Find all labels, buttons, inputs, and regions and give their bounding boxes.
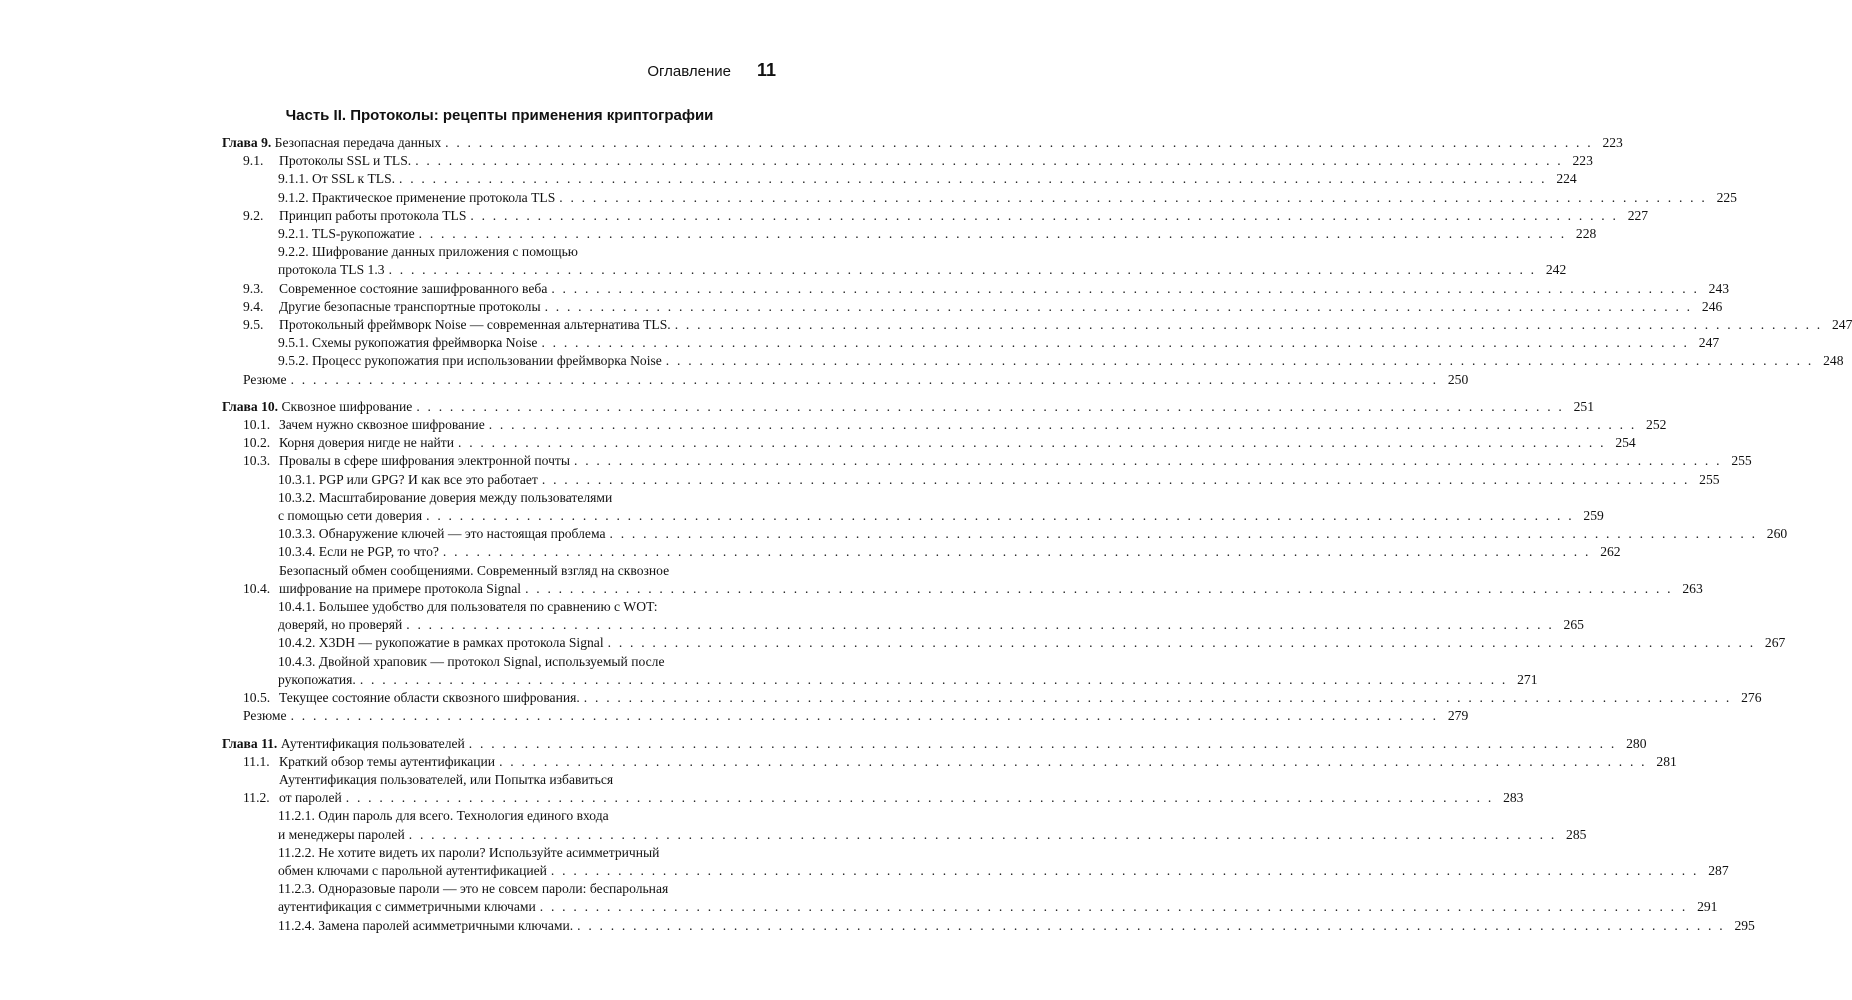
entry-text — [278, 653, 1538, 689]
toc-page-number: 262 — [1600, 544, 1621, 560]
toc-page-number: 252 — [1646, 417, 1667, 433]
toc-chapter-row — [222, 134, 1623, 152]
toc-entry-line — [278, 862, 1729, 880]
dot-leader — [559, 189, 1707, 207]
entry-text — [278, 489, 1604, 525]
toc-entry-line — [278, 225, 1597, 243]
toc-page-number: 250 — [1447, 371, 1469, 387]
toc-entry — [222, 434, 1636, 452]
chapter-title: Аутентификация пользователей — [277, 735, 465, 751]
toc-entry-line — [278, 189, 1737, 207]
entry-text-line: 10.3.1. PGP или GPG? И как все это работает — [278, 471, 538, 487]
entry-text-line: Протокольный фреймворк Noise — современная альтернатива TLS. — [279, 317, 671, 333]
dot-leader — [551, 280, 1699, 298]
toc-entry-line — [278, 826, 1587, 844]
toc-chapter-row — [222, 735, 1647, 753]
toc-entry-line — [287, 371, 1469, 389]
dot-leader — [577, 917, 1725, 935]
toc-page-number: 225 — [1716, 189, 1737, 205]
toc-entry — [222, 452, 1752, 470]
page-number: 11 — [756, 60, 776, 80]
section-number: 9.2. — [243, 207, 264, 223]
entry-text-line: Безопасный обмен сообщениями. Современный взгляд на сквозное — [279, 562, 670, 578]
toc-page-number: 243 — [1708, 280, 1730, 296]
toc-page-number: 227 — [1627, 207, 1649, 223]
toc-entry-line — [278, 334, 1720, 352]
entry-text — [279, 280, 1730, 298]
toc-entry — [222, 189, 1737, 207]
dot-leader — [409, 826, 1557, 844]
entry-text-line: шифрование на примере протокола Signal — [279, 580, 522, 596]
entry-text-line: 11.2.4. Замена паролей асимметричными ключами. — [278, 917, 574, 933]
toc-page-number: 280 — [1626, 735, 1647, 751]
section-number: 9.3. — [243, 280, 264, 296]
chapter-heading — [222, 398, 412, 416]
toc-entry-line — [278, 261, 1567, 279]
toc-entry-line — [278, 671, 1538, 689]
section-number: 10.5. — [243, 690, 271, 706]
entry-text-line: 9.1.1. От SSL к TLS. — [278, 171, 396, 187]
dot-leader — [489, 416, 1637, 434]
entry-text — [279, 152, 1593, 170]
section-number: 9.5. — [243, 317, 264, 333]
toc-page-number: 228 — [1575, 226, 1597, 242]
entry-text — [278, 880, 1718, 916]
toc-page-number: 291 — [1697, 899, 1718, 915]
entry-text — [279, 434, 1636, 452]
toc-entry — [222, 471, 1720, 489]
dot-leader — [291, 371, 1439, 389]
entry-text-line: 9.5.2. Процесс рукопожатия при использовании фреймворка Noise — [278, 353, 662, 369]
section-number: 10.2. — [243, 435, 271, 451]
dot-leader — [443, 543, 1591, 561]
dot-leader — [545, 298, 1693, 316]
toc-page-number: 281 — [1656, 753, 1677, 769]
dot-leader — [419, 225, 1567, 243]
dot-leader — [541, 334, 1689, 352]
entry-text-line: Зачем нужно сквозное шифрование — [279, 417, 485, 433]
toc-entry-line — [279, 452, 1752, 470]
entry-text-line: 9.1.2. Практическое применение протокола TLS — [278, 189, 556, 205]
chapter-heading — [222, 134, 441, 152]
running-head — [647, 60, 776, 81]
entry-text — [287, 371, 1469, 389]
toc-page-number: 246 — [1701, 298, 1723, 314]
toc-entry — [222, 634, 1786, 652]
entry-text-line: 10.4.3. Двойной храповик — протокол Signal, используемый после — [278, 653, 665, 669]
toc-entry-line — [279, 152, 1593, 170]
toc-page-number: 276 — [1741, 690, 1762, 706]
toc-entry — [222, 844, 1729, 880]
part-title: Часть II. Протоколы: рецепты применения криптографии — [285, 107, 714, 124]
entry-text-line: 11.2.1. Один пароль для всего. Технология единого входа — [278, 808, 609, 824]
toc-page-number: 247 — [1698, 335, 1720, 351]
toc-entry — [222, 771, 1524, 807]
dot-leader — [542, 471, 1690, 489]
running-head-title: Оглавление — [647, 63, 731, 80]
entry-text-line: Провалы в сфере шифрования электронной почты — [279, 453, 571, 469]
entry-text-line: Текущее состояние области сквозного шифрования. — [279, 690, 580, 706]
dot-leader — [608, 634, 1756, 652]
toc-page-number: 279 — [1447, 708, 1469, 724]
toc-entry — [222, 352, 1844, 370]
entry-text — [279, 562, 1703, 598]
entry-text-line: с помощью сети доверия — [278, 508, 423, 524]
toc-entry-line — [278, 525, 1788, 543]
toc-entry-line — [279, 207, 1649, 225]
toc-entry-line — [279, 416, 1667, 434]
toc-entry — [222, 598, 1584, 634]
toc-entry-line — [279, 753, 1677, 771]
entry-text-line: 10.3.3. Обнаружение ключей — это настоящая проблема — [278, 526, 606, 542]
section-number: 10.1. — [243, 417, 271, 433]
toc-entry-line — [278, 170, 1577, 188]
section-number: 11.1. — [243, 753, 270, 769]
dot-leader — [584, 689, 1732, 707]
dot-leader — [346, 789, 1494, 807]
toc-entry — [222, 170, 1577, 188]
toc-entry-line — [222, 398, 1594, 416]
dot-leader — [469, 735, 1617, 753]
entry-text — [279, 689, 1762, 707]
toc-entry — [222, 334, 1720, 352]
entry-text — [279, 207, 1649, 225]
dot-leader — [675, 316, 1823, 334]
dot-leader — [458, 434, 1606, 452]
toc-entry — [222, 917, 1755, 935]
entry-text-line: Протоколы SSL и TLS. — [279, 153, 412, 169]
dot-leader — [499, 753, 1647, 771]
entry-text — [279, 298, 1723, 316]
entry-text — [279, 753, 1677, 771]
section-number: 10.3. — [243, 453, 271, 469]
entry-text-line: Краткий обзор темы аутентификации — [279, 753, 496, 769]
chapter-label: Глава 10. — [222, 398, 279, 414]
entry-text-line: 9.5.1. Схемы рукопожатия фреймворка Noise — [278, 335, 538, 351]
dot-leader — [291, 707, 1439, 725]
entry-text-line: Корня доверия нигде не найти — [279, 435, 455, 451]
toc-entry — [222, 807, 1587, 843]
toc-entry-line — [278, 634, 1786, 652]
toc-entry-line — [278, 471, 1720, 489]
chapter-label: Глава 11. — [222, 735, 278, 751]
entry-text — [279, 452, 1752, 470]
entry-text — [278, 243, 1567, 279]
toc-page-number: 255 — [1699, 471, 1720, 487]
dot-leader — [551, 862, 1699, 880]
toc-entry-line — [278, 898, 1718, 916]
toc-entry-line — [278, 616, 1584, 634]
entry-text — [278, 598, 1584, 634]
chapter-title: Сквозное шифрование — [278, 398, 413, 414]
section-number: 11.2. — [243, 790, 270, 806]
toc-entry-line — [278, 352, 1844, 370]
chapter-block — [222, 735, 1755, 935]
toc-page-number: 271 — [1517, 671, 1538, 687]
toc-page-number: 263 — [1682, 580, 1703, 596]
toc-entry — [222, 316, 1852, 334]
toc-page-number: 224 — [1556, 171, 1577, 187]
entry-text — [278, 844, 1729, 880]
toc-entry-line — [279, 689, 1762, 707]
toc-entry — [222, 653, 1538, 689]
entry-text — [278, 634, 1786, 652]
entry-text — [278, 543, 1621, 561]
toc-entry — [222, 280, 1730, 298]
section-number: Резюме — [243, 708, 287, 724]
entry-text — [278, 525, 1788, 543]
entry-text-line: Аутентификация пользователей, или Попытка избавиться — [279, 771, 614, 787]
toc-entry — [222, 207, 1649, 225]
toc-entry — [222, 753, 1677, 771]
chapter-heading — [222, 735, 465, 753]
entry-text-line: обмен ключами с парольной аутентификацией — [278, 862, 547, 878]
toc-page-number: 287 — [1708, 862, 1729, 878]
toc-entry-line — [279, 580, 1703, 598]
toc-page-number: 223 — [1602, 135, 1623, 150]
entry-text-line: 11.2.2. Не хотите видеть их пароли? Используйте асимметричный — [278, 844, 660, 860]
toc-page-number: 251 — [1573, 398, 1594, 414]
entry-text — [287, 707, 1469, 725]
dot-leader — [574, 452, 1722, 470]
toc-page-number: 265 — [1563, 617, 1584, 633]
entry-text-line: Принцип работы протокола TLS — [279, 207, 467, 223]
toc-page-number: 283 — [1503, 790, 1524, 806]
entry-text — [279, 771, 1524, 807]
entry-text-line: 10.4.1. Большее удобство для пользователя по сравнению с WOT: — [278, 599, 658, 615]
toc-page-number: 285 — [1566, 826, 1587, 842]
toc-entry — [222, 225, 1597, 243]
entry-text — [279, 416, 1667, 434]
section-number: 9.4. — [243, 298, 264, 314]
dot-leader — [426, 507, 1574, 525]
toc-chapter-row — [222, 398, 1594, 416]
entry-text — [278, 170, 1577, 188]
entry-text-line: 10.3.2. Масштабирование доверия между пользователями — [278, 489, 613, 505]
toc-page-number: 248 — [1823, 353, 1844, 369]
entry-text — [278, 334, 1720, 352]
table-of-contents — [222, 134, 1852, 944]
entry-text-line: от паролей — [279, 790, 342, 806]
entry-text — [278, 189, 1737, 207]
entry-text-line: доверяй, но проверяй — [278, 617, 403, 633]
dot-leader — [399, 170, 1547, 188]
entry-text-line: протокола TLS 1.3 — [278, 262, 385, 278]
dot-leader — [470, 207, 1618, 225]
dot-leader — [666, 352, 1814, 370]
dot-leader — [389, 261, 1537, 279]
toc-entry — [222, 707, 1469, 725]
dot-leader — [540, 898, 1688, 916]
dot-leader — [415, 152, 1563, 170]
chapter-block — [222, 134, 1852, 389]
dot-leader — [406, 616, 1554, 634]
toc-page-number: 260 — [1766, 526, 1788, 542]
toc-entry — [222, 371, 1469, 389]
toc-page-number: 254 — [1615, 435, 1636, 451]
entry-text-line: 11.2.3. Одноразовые пароли — это не совсем пароли: беспарольная — [278, 881, 669, 897]
dot-leader — [360, 671, 1508, 689]
entry-text — [278, 352, 1844, 370]
toc-entry — [222, 525, 1788, 543]
toc-entry — [222, 298, 1723, 316]
toc-entry — [222, 152, 1593, 170]
toc-entry — [222, 880, 1718, 916]
dot-leader — [610, 525, 1758, 543]
chapter-label: Глава 9. — [222, 135, 272, 150]
entry-text-line: и менеджеры паролей — [278, 826, 405, 842]
toc-entry-line — [279, 298, 1723, 316]
toc-page-number: 267 — [1764, 635, 1786, 651]
toc-entry-line — [222, 134, 1623, 152]
toc-entry — [222, 689, 1762, 707]
toc-page-number: 255 — [1731, 453, 1752, 469]
section-number: Резюме — [243, 371, 287, 387]
section-number: 10.4. — [243, 580, 271, 596]
section-number: 9.1. — [243, 153, 264, 169]
toc-page-number: 295 — [1734, 917, 1755, 933]
toc-entry — [222, 543, 1621, 561]
toc-entry-line — [222, 735, 1646, 753]
entry-text — [278, 917, 1755, 935]
entry-text — [279, 316, 1852, 334]
entry-text — [278, 471, 1720, 489]
entry-text-line: 9.2.1. TLS-рукопожатие — [278, 226, 415, 242]
toc-entry-line — [278, 507, 1604, 525]
chapter-title: Безопасная передача данных — [271, 135, 442, 150]
dot-leader — [416, 398, 1564, 416]
toc-entry — [222, 489, 1604, 525]
toc-entry — [222, 562, 1703, 598]
entry-text — [278, 807, 1587, 843]
toc-entry-line — [287, 707, 1469, 725]
toc-page-number: 242 — [1545, 262, 1567, 278]
toc-entry-line — [279, 434, 1636, 452]
toc-entry — [222, 416, 1667, 434]
entry-text-line: рукопожатия. — [278, 671, 356, 687]
toc-entry-line — [279, 280, 1730, 298]
entry-text — [278, 225, 1597, 243]
toc-entry-line — [279, 789, 1524, 807]
toc-page-number: 247 — [1831, 317, 1852, 333]
entry-text-line: 10.3.4. Если не PGP, то что? — [278, 544, 439, 560]
entry-text-line: аутентификация с симметричными ключами — [278, 899, 536, 915]
dot-leader — [445, 134, 1593, 152]
toc-entry-line — [279, 316, 1852, 334]
toc-page-number: 223 — [1572, 153, 1593, 169]
toc-entry-line — [278, 917, 1755, 935]
toc-page-number: 259 — [1583, 508, 1604, 524]
chapter-block — [222, 398, 1788, 726]
entry-text-line: Современное состояние зашифрованного веба — [279, 280, 548, 296]
entry-text-line: Другие безопасные транспортные протоколы — [279, 298, 541, 314]
entry-text-line: 9.2.2. Шифрование данных приложения с помощью — [278, 244, 578, 260]
toc-entry — [222, 243, 1567, 279]
entry-text-line: 10.4.2. X3DH — рукопожатие в рамках протокола Signal — [278, 635, 604, 651]
toc-entry-line — [278, 543, 1621, 561]
dot-leader — [525, 580, 1673, 598]
